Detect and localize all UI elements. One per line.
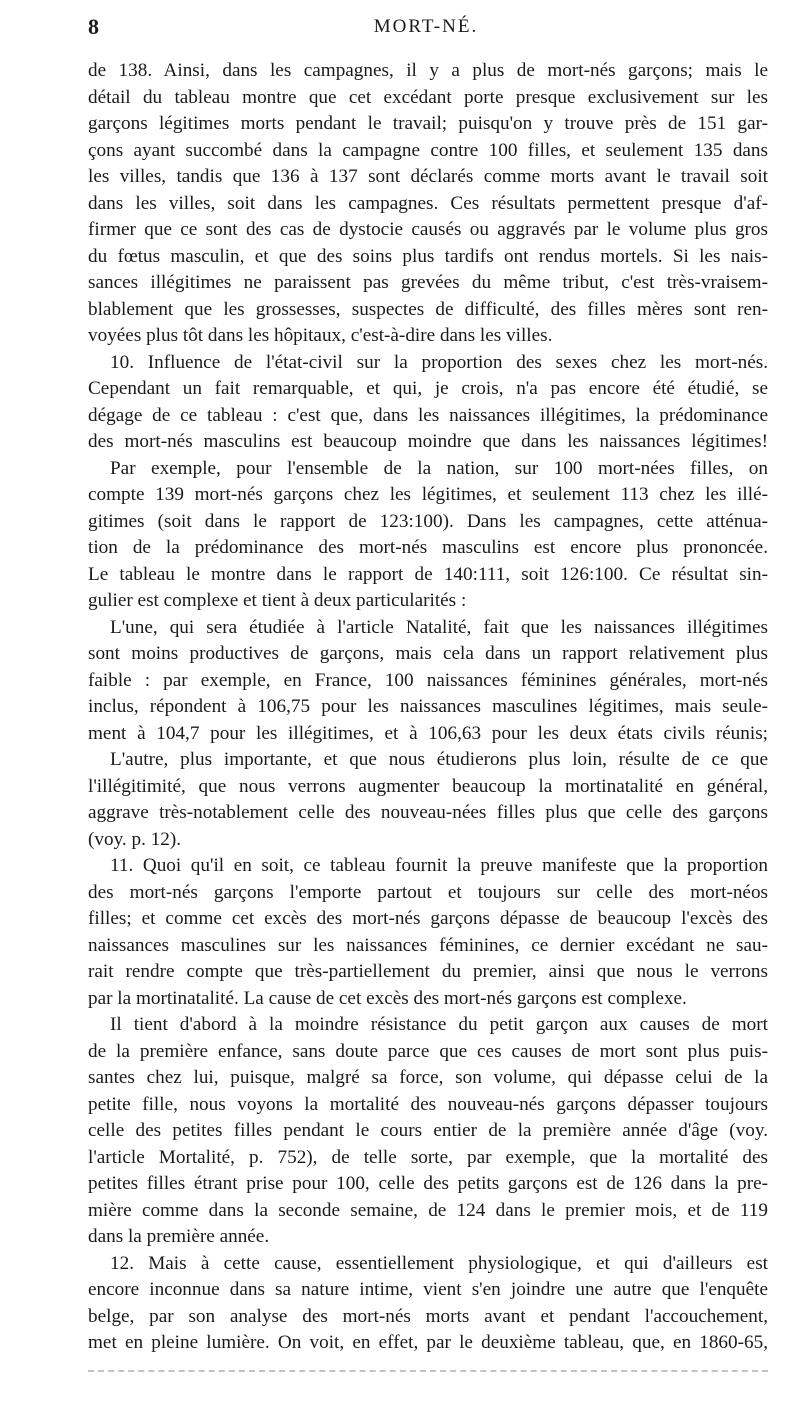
text-line: blablement que les grossesses, suspectes de difficulté, des filles mères sont ren-	[88, 298, 768, 320]
text-line: naissances masculines sur les naissances féminines, ce dernier excédant ne sau-	[88, 934, 768, 956]
text-line: firmer que ce sont des cas de dystocie causés ou aggravés par le volume plus gros	[88, 219, 768, 240]
bottom-divider	[88, 1370, 768, 1372]
text-line: Le tableau le montre dans le rapport de 140:111, soit 126:100. Ce résultat sin-	[88, 563, 768, 585]
text-line: détail du tableau montre que cet excédant porte presque exclusivement sur les	[88, 86, 768, 108]
text-line: rait rendre compte que très-partiellement du premier, ainsi que nous le verrons	[88, 961, 768, 982]
text-line: L'autre, plus importante, et que nous étudierons plus loin, résulte de ce que	[110, 749, 768, 770]
text-line: L'une, qui sera étudiée à l'article Natalité, fait que les naissances illégitimes	[110, 616, 768, 638]
text-line: dans les villes, soit dans les campagnes. Ces résultats permettent presque d'af-	[88, 192, 768, 214]
section-heading-12: 12. Mais à cette cause, essentiellement physiologique, et qui d'ailleurs est	[110, 1252, 768, 1274]
text-line: Il tient d'abord à la moindre résistance du petit garçon aux causes de mort	[110, 1014, 768, 1035]
text-line: de la première enfance, sans doute parce que ces causes de mort sont plus puis-	[88, 1040, 768, 1062]
text-line: aggrave très-notablement celle des nouveau-nées filles plus que celle des garçons	[88, 802, 768, 823]
text-line: sont moins productives de garçons, mais cela dans un rapport relativement plus	[88, 643, 768, 664]
text-line: sances illégitimes ne paraissent pas grevées du même tribut, c'est très-vraisem-	[88, 272, 768, 293]
text-line: dans la première année.	[88, 1226, 270, 1247]
text-line: l'illégitimité, que nous verrons augmenter beaucoup la mortinatalité en général,	[88, 775, 768, 797]
section-heading-11: 11. Quoi qu'il en soit, ce tableau fournit la preuve manifeste que la proportion	[110, 855, 768, 876]
text-line: du fœtus masculin, et que des soins plus tardifs ont rendus mortels. Si les nais-	[88, 245, 768, 267]
text-line: inclus, répondent à 106,75 pour les naissances masculines légitimes, mais seule-	[88, 696, 768, 717]
text-line: garçons légitimes morts pendant le travail; puisqu'on y trouve près de 151 gar-	[88, 113, 768, 134]
text-line: compte 139 mort-nés garçons chez les légitimes, et seulement 113 chez les illé-	[88, 484, 768, 505]
text-line: (voy. p. 12).	[88, 828, 182, 850]
text-line: les villes, tandis que 136 à 137 sont déclarés comme morts avant le travail soit	[88, 166, 768, 187]
text-line: celle des petites filles pendant le cours entier de la première année d'âge (voy.	[88, 1120, 768, 1141]
text-line: voyées plus tôt dans les hôpitaux, c'est-à-dire dans les villes.	[88, 325, 553, 346]
text-line: Par exemple, pour l'ensemble de la nation, sur 100 mort-nées filles, on	[110, 457, 768, 479]
text-line: çons ayant succombé dans la campagne contre 100 filles, et seulement 135 dans	[88, 139, 768, 161]
text-line: filles; et comme cet excès des mort-nés garçons dépasse de beaucoup l'excès des	[88, 908, 768, 929]
text-line: encore inconnue dans sa nature intime, vient s'en joindre une autre que l'enquête	[88, 1279, 768, 1300]
text-line: ment à 104,7 pour les illégitimes, et à 106,63 pour les deux états civils réunis;	[88, 722, 768, 744]
text-line: gitimes (soit dans le rapport de 123:100). Dans les campagnes, cette atténua-	[88, 510, 768, 532]
running-title: MORT-NÉ.	[373, 16, 479, 37]
text-line: des mort-nés masculins est beaucoup moindre que dans les naissances légitimes!	[88, 431, 768, 452]
text-line: faible : par exemple, en France, 100 naissances féminines générales, mort-nés	[88, 669, 768, 691]
text-line: l'article Mortalité, p. 752), de telle sorte, par exemple, que la mortalité des	[88, 1146, 768, 1168]
section-heading-10: 10. Influence de l'état-civil sur la proportion des sexes chez les mort-nés.	[110, 351, 768, 373]
text-line: petites filles étrant prise pour 100, celle des petits garçons est de 126 dans la pre-	[88, 1173, 768, 1194]
text-line: mière comme dans la seconde semaine, de 124 dans le premier mois, et de 119	[88, 1199, 768, 1221]
text-line: Cependant un fait remarquable, et qui, je crois, n'a pas encore été étudié, se	[88, 378, 768, 399]
text-line: santes chez lui, puisque, malgré sa force, son volume, qui dépasse celui de la	[88, 1067, 768, 1088]
text-line: tion de la prédominance des mort-nés masculins est encore plus prononcée.	[88, 537, 768, 558]
text-line: des mort-nés garçons l'emporte partout et toujours sur celle des mort-néos	[88, 881, 768, 903]
text-line: gulier est complexe et tient à deux particularités :	[88, 590, 467, 611]
body-text	[88, 58, 768, 1357]
text-line: met en pleine lumière. On voit, en effet, par le deuxième tableau, que, en 1860-65,	[88, 1332, 768, 1353]
page-number: 8	[88, 14, 99, 39]
text-line: petite fille, nous voyons la mortalité des nouveau-nés garçons dépasser toujours	[88, 1093, 768, 1115]
text-line: de 138. Ainsi, dans les campagnes, il y a plus de mort-nés garçons; mais le	[88, 60, 768, 81]
text-line: belge, par son analyse des mort-nés morts avant et pendant l'accouchement,	[88, 1305, 768, 1327]
page-header	[88, 14, 764, 50]
text-line: par la mortinatalité. La cause de cet excès des mort-nés garçons est complexe.	[88, 987, 687, 1009]
text-line: dégage de ce tableau : c'est que, dans les naissances illégitimes, la prédominance	[88, 404, 768, 426]
